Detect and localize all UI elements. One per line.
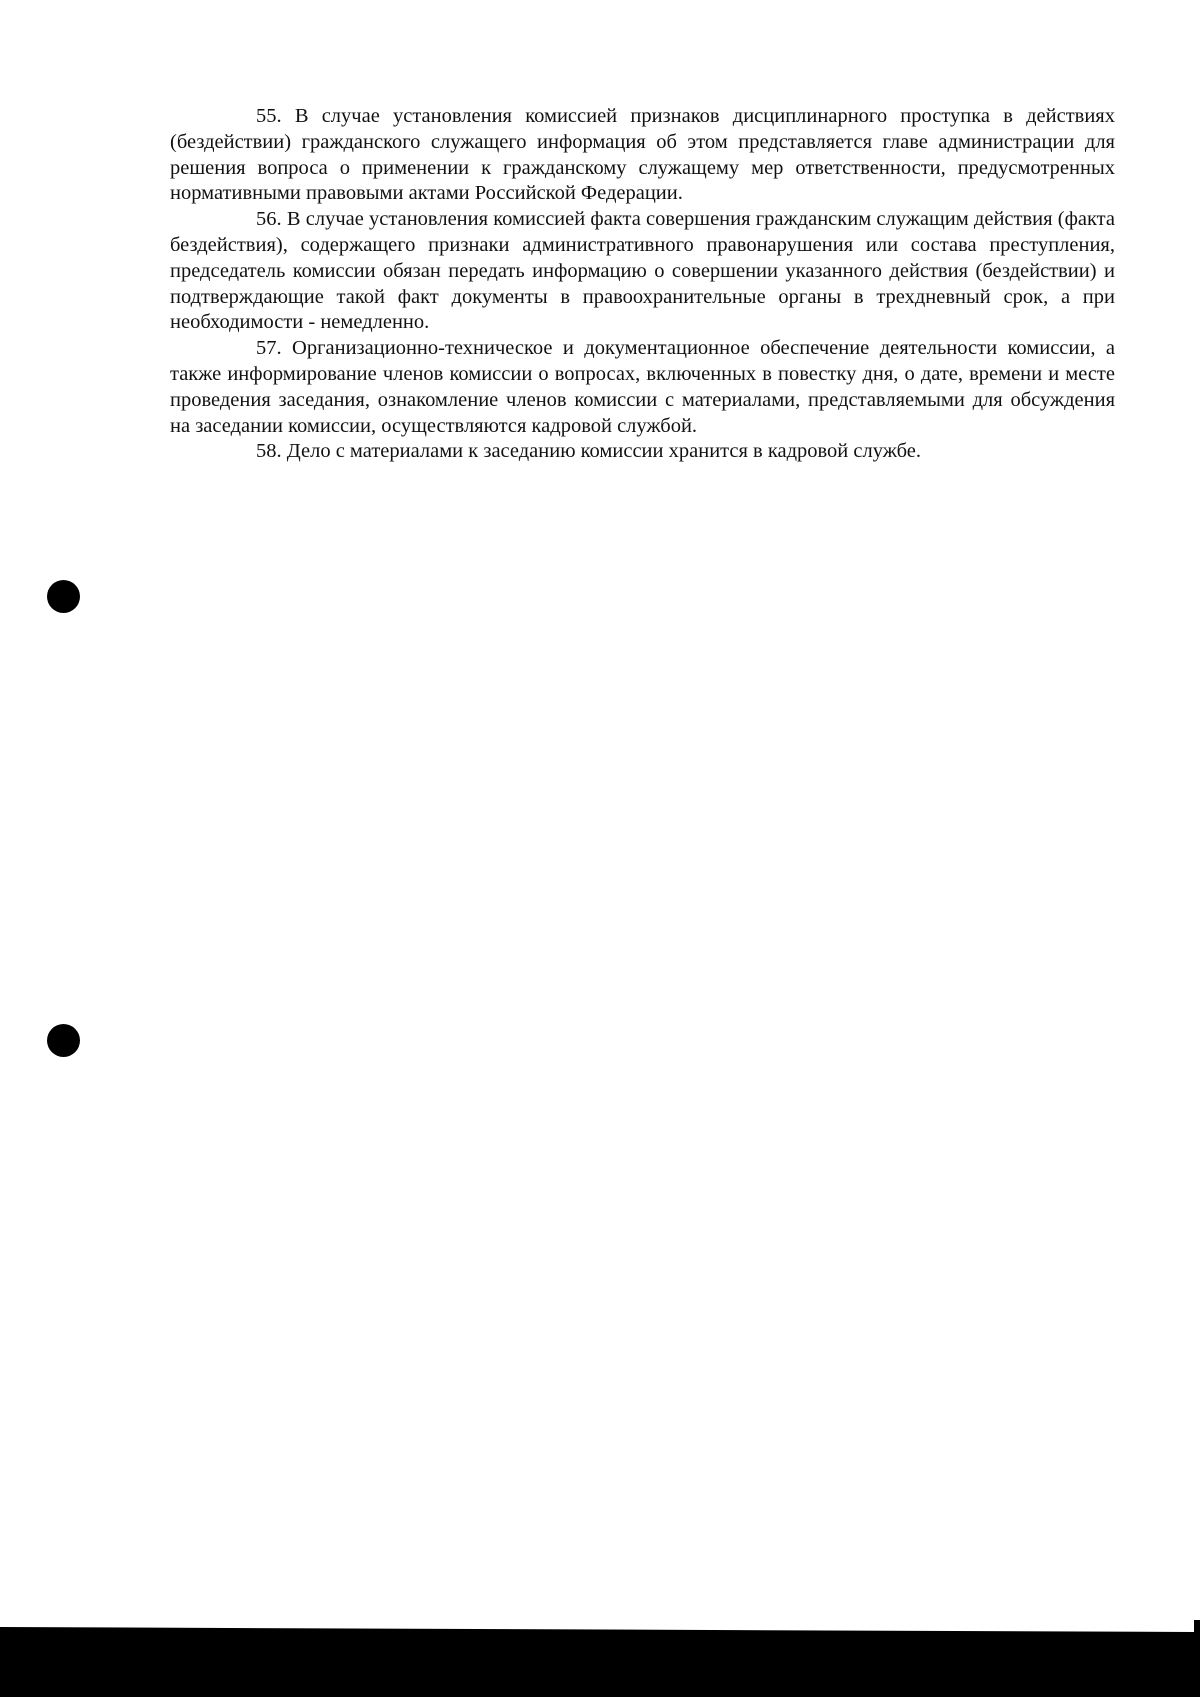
paragraph-58: 58. Дело с материалами к заседанию комиссии хранится в кадровой службе.: [256, 440, 921, 463]
punch-hole-top: [47, 580, 80, 613]
paragraph-55: 55. В случае установления комиссией признаков дисциплинарного проступка в действиях (бездействии) гражданского служащего информация об этом представляется главе администрации для решения вопроса о применении к гражданскому служащему мер ответственности, предусмотренных нормативными правовыми актами Российской Федерации.: [170, 105, 1115, 205]
punch-hole-bottom: [47, 1024, 80, 1057]
paragraph-57: 57. Организационно-техническое и документационное обеспечение деятельности комиссии, а также информирование членов комиссии о вопросах, включенных в повестку дня, о дате, времени и месте проведения заседания, ознакомление членов комиссии с материалами, представляемыми для обсуждения на заседании комиссии, осуществляются кадровой службой.: [170, 337, 1115, 437]
document-body: [170, 104, 1115, 465]
paragraph-56: 56. В случае установления комиссией факта совершения гражданским служащим действия (факта бездействия), содержащего признаки административного правонарушения или состава преступления, председатель комиссии обязан передать информацию о совершении указанного действия (бездействии) и подтверждающие такой факт документы в правоохранительные органы в трехдневный срок, а при необходимости - немедленно.: [170, 208, 1115, 334]
scan-shadow-edge: [0, 1620, 1200, 1697]
